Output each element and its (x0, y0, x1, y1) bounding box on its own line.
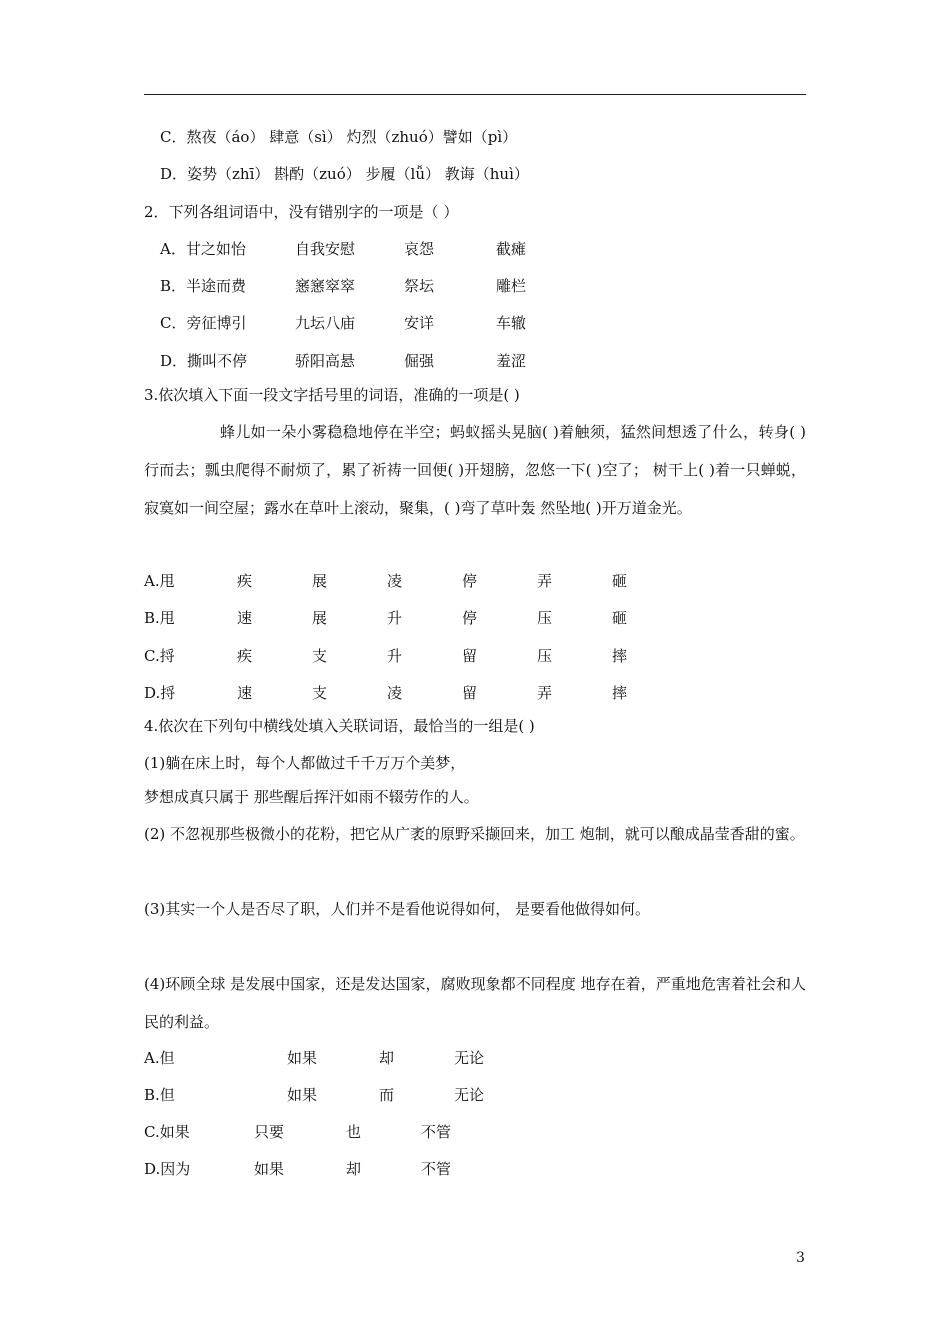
q4-option-c-word-1: C.如果 (144, 1123, 190, 1141)
q3-option-c-word-7: 摔 (612, 647, 628, 665)
q4-option-c (0, 1122, 950, 1142)
q4-option-b-word-2: 如果 (287, 1086, 318, 1104)
q3-option-b-word-4: 升 (387, 609, 403, 627)
q3-option-d-word-1: D.捋 (144, 684, 176, 702)
q3-option-b (0, 608, 950, 628)
q2-option-b-word-1: B．半途而费 (160, 277, 247, 295)
q3-option-d-word-2: 速 (237, 684, 253, 702)
q2-option-a (0, 239, 950, 259)
q4-option-b-word-1: B.但 (144, 1086, 175, 1104)
q2-option-a-word-3: 哀怨 (404, 240, 435, 258)
q4-option-b (0, 1085, 950, 1105)
q2-option-c-word-4: 车辙 (496, 314, 527, 332)
q4-option-d-word-2: 如果 (254, 1160, 285, 1178)
q3-stem: 3.依次填入下面一段文字括号里的词语，准确的一项是( ) (144, 386, 520, 404)
page-number: 3 (796, 1250, 805, 1266)
q3-option-c (0, 646, 950, 666)
q4-sentence-3: (3)其实一个人是否尽了职，人们并不是看他说得如何， 是要看他做得如何。 (144, 900, 651, 918)
q3-option-a-word-2: 疾 (237, 572, 253, 590)
q2-option-a-word-4: 截瘫 (496, 240, 527, 258)
q2-option-c-word-3: 安详 (404, 314, 435, 332)
q3-option-a-word-7: 砸 (612, 572, 628, 590)
q4-option-c-word-3: 也 (346, 1123, 362, 1141)
q3-option-b-word-6: 压 (537, 609, 553, 627)
q2-option-d-word-4: 羞涩 (496, 352, 527, 370)
q4-option-a (0, 1048, 950, 1068)
q2-option-b-word-4: 雕栏 (496, 277, 527, 295)
q2-option-d-word-1: D．撕叫不停 (160, 352, 248, 370)
q3-passage: 蜂儿如一朵小雾稳稳地停在半空；蚂蚁摇头晃脑( )着触须，猛然间想透了什么，转身( )行而去；瓢虫爬得不耐烦了，累了祈祷一回便( )开翅膀，忽悠一下( )空了； 树干上( )着一只蝉蜕，寂寞如一间空屋；露水在草叶上滚动，聚集，( )弯了草叶轰 然坠地( )开万道金光。 (144, 423, 806, 517)
q4-option-a-word-2: 如果 (287, 1049, 318, 1067)
q1-option-c: C．熬夜（áo） 肆意（sì） 灼烈（zhuó）譬如（pì） (160, 128, 518, 146)
q2-option-a-word-2: 自我安慰 (295, 240, 356, 258)
q4-option-d (0, 1159, 950, 1179)
q4-stem: 4.依次在下列句中横线处填入关联词语，最恰当的一组是( ) (144, 717, 535, 735)
q4-option-d-word-4: 不管 (421, 1160, 452, 1178)
q3-option-d-word-7: 摔 (612, 684, 628, 702)
q3-option-c-word-2: 疾 (237, 647, 253, 665)
q3-option-b-word-1: B.甩 (144, 609, 175, 627)
q3-option-b-word-5: 停 (462, 609, 478, 627)
q4-option-a-word-3: 却 (379, 1049, 395, 1067)
q3-option-d-word-6: 弄 (537, 684, 553, 702)
q3-option-c-word-1: C.捋 (144, 647, 175, 665)
q3-option-c-word-3: 支 (312, 647, 328, 665)
q3-option-b-word-3: 展 (312, 609, 328, 627)
q3-option-a-word-5: 停 (462, 572, 478, 590)
q4-option-d-word-1: D.因为 (144, 1160, 191, 1178)
q3-option-d-word-4: 凌 (387, 684, 403, 702)
q2-option-c-word-1: C．旁征博引 (160, 314, 247, 332)
q4-sentence-1b: 梦想成真只属于 那些醒后挥汗如雨不辍劳作的人。 (144, 788, 479, 806)
q3-option-a-word-4: 凌 (387, 572, 403, 590)
q4-option-c-word-4: 不管 (421, 1123, 452, 1141)
q3-option-a-word-6: 弄 (537, 572, 553, 590)
q3-option-d-word-3: 支 (312, 684, 328, 702)
q3-option-c-word-4: 升 (387, 647, 403, 665)
q2-option-b-word-3: 祭坛 (404, 277, 435, 295)
q2-stem: 2．下列各组词语中，没有错别字的一项是（ ） (144, 203, 459, 221)
q4-option-a-word-1: A.但 (144, 1049, 175, 1067)
q4-option-b-word-3: 而 (379, 1086, 395, 1104)
q3-option-d-word-5: 留 (462, 684, 478, 702)
q4-sentence-1a: (1)躺在床上时，每个人都做过千千万万个美梦， (144, 754, 466, 772)
q2-option-d-word-2: 骄阳高悬 (295, 352, 356, 370)
q1-option-d: D．姿势（zhī） 斟酌（zuó） 步履（lǚ） 教诲（huì） (160, 165, 529, 183)
q2-option-a-word-1: A．甘之如怡 (160, 240, 246, 258)
q3-option-b-word-7: 砸 (612, 609, 628, 627)
q2-option-c (0, 313, 950, 333)
q2-option-b (0, 276, 950, 296)
q2-option-c-word-2: 九坛八庙 (295, 314, 356, 332)
q3-option-a (0, 571, 950, 591)
q4-option-c-word-2: 只要 (254, 1123, 285, 1141)
header-rule (144, 94, 806, 95)
q2-option-d-word-3: 倔强 (404, 352, 435, 370)
q3-option-b-word-2: 速 (237, 609, 253, 627)
q2-option-b-word-2: 窸窸窣窣 (295, 277, 356, 295)
q4-sentence-4: (4)环顾全球 是发展中国家，还是发达国家，腐败现象都不同程度 地存在着，严重地危害着社会和人民的利益。 (144, 975, 806, 1031)
q3-option-c-word-6: 压 (537, 647, 553, 665)
q3-option-a-word-3: 展 (312, 572, 328, 590)
q4-option-b-word-4: 无论 (454, 1086, 485, 1104)
q4-option-d-word-3: 却 (346, 1160, 362, 1178)
q3-option-c-word-5: 留 (462, 647, 478, 665)
q4-sentence-2: (2) 不忽视那些极微小的花粉，把它从广袤的原野采撷回来，加工 炮制，就可以酿成晶莹香甜的蜜。 (144, 825, 805, 843)
q3-option-d (0, 683, 950, 703)
q3-option-a-word-1: A.甩 (144, 572, 175, 590)
q4-option-a-word-4: 无论 (454, 1049, 485, 1067)
q2-option-d (0, 351, 950, 371)
